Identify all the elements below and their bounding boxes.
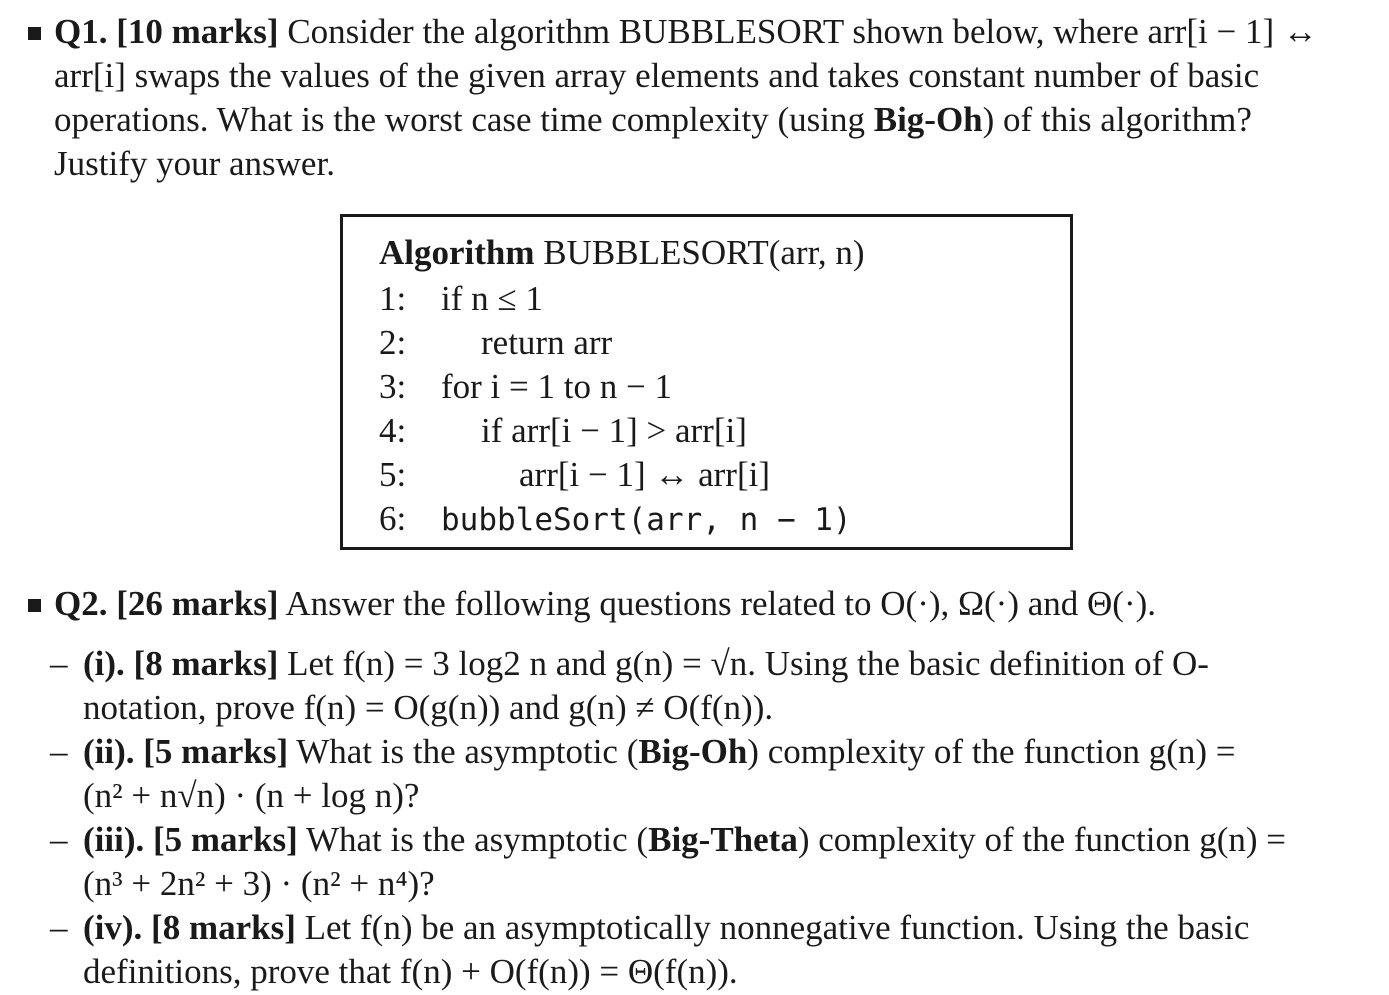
question-1-line-4: Justify your answer. (54, 144, 335, 183)
question-2-intro: Q2. [26 marks] Answer the following questions related to O(·), Ω(·) and Θ(·). (54, 584, 1157, 623)
algorithm-line-3: 3: for i = 1 to n − 1 (379, 367, 672, 406)
question-1-line-1: Q1. [10 marks] Consider the algorithm BUBBLESORT shown below, where arr[i − 1] ↔ (54, 12, 1318, 51)
algorithm-line-4: 4: if arr[i − 1] > arr[i] (379, 411, 747, 450)
algorithm-line-5: 5: arr[i − 1] ↔ arr[i] (379, 455, 770, 494)
algorithm-line-2: 2: return arr (379, 323, 613, 362)
dash-marker: – (50, 820, 68, 859)
question-1-line-2: arr[i] swaps the values of the given array elements and takes constant number of basic (54, 56, 1260, 95)
bullet-icon (28, 599, 41, 612)
algorithm-line-1: 1: if n ≤ 1 (379, 279, 543, 318)
question-1-line-3: operations. What is the worst case time complexity (using Big-Oh) of this algorithm? (54, 100, 1252, 139)
algorithm-title: Algorithm BUBBLESORT(arr, n) (379, 233, 865, 272)
question-2-label: Q2. [26 marks] (54, 584, 279, 623)
algorithm-box (340, 214, 1073, 550)
algorithm-line-6: 6: bubbleSort(arr, n − 1) (379, 499, 852, 538)
bullet-icon (28, 27, 41, 40)
question-1-text (54, 10, 1366, 186)
question-1-label: Q1. [10 marks] (54, 12, 279, 51)
dash-marker: – (50, 732, 68, 771)
algorithm-name: BUBBLESORT(arr, n) (543, 233, 865, 272)
dash-marker: – (50, 908, 68, 947)
dash-marker: – (50, 644, 68, 683)
